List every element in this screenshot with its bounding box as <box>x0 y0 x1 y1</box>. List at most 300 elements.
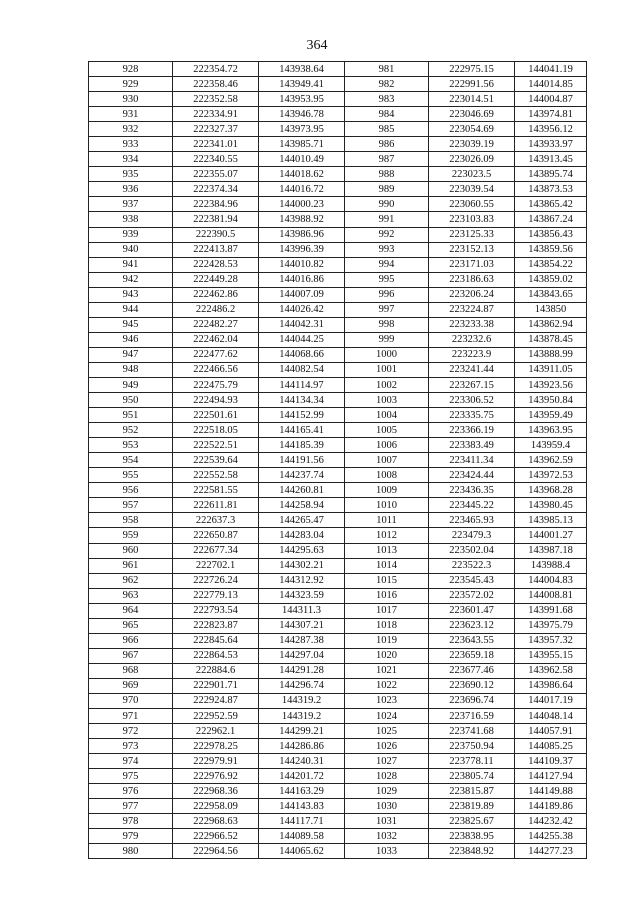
table-row <box>89 603 587 618</box>
y-coordinate-right: 143859.56 <box>515 242 587 257</box>
y-coordinate-left: 144018.62 <box>259 167 345 182</box>
point-number-right: 986 <box>345 137 429 152</box>
point-number-left: 952 <box>89 423 173 438</box>
x-coordinate-right: 223643.55 <box>429 633 515 648</box>
x-coordinate-left: 222677.34 <box>173 543 259 558</box>
point-number-left: 976 <box>89 784 173 799</box>
table-row <box>89 693 587 708</box>
x-coordinate-right: 223039.19 <box>429 137 515 152</box>
point-number-right: 1012 <box>345 528 429 543</box>
x-coordinate-left: 222884.6 <box>173 663 259 678</box>
x-coordinate-left: 222466.56 <box>173 362 259 377</box>
y-coordinate-right: 143895.74 <box>515 167 587 182</box>
point-number-left: 965 <box>89 618 173 633</box>
table-row <box>89 167 587 182</box>
point-number-left: 930 <box>89 92 173 107</box>
x-coordinate-left: 222823.87 <box>173 618 259 633</box>
point-number-right: 1007 <box>345 453 429 468</box>
y-coordinate-left: 144044.25 <box>259 332 345 347</box>
x-coordinate-left: 222462.86 <box>173 287 259 302</box>
x-coordinate-right: 223241.44 <box>429 362 515 377</box>
x-coordinate-right: 223424.44 <box>429 468 515 483</box>
y-coordinate-right: 144085.25 <box>515 739 587 754</box>
x-coordinate-right: 223023.5 <box>429 167 515 182</box>
point-number-left: 974 <box>89 754 173 769</box>
y-coordinate-left: 144010.82 <box>259 257 345 272</box>
y-coordinate-left: 143986.96 <box>259 227 345 242</box>
table-row <box>89 92 587 107</box>
table-row <box>89 212 587 227</box>
y-coordinate-left: 144311.3 <box>259 603 345 618</box>
point-number-left: 967 <box>89 648 173 663</box>
point-number-right: 1004 <box>345 408 429 423</box>
x-coordinate-left: 222958.09 <box>173 799 259 814</box>
y-coordinate-right: 144001.27 <box>515 528 587 543</box>
x-coordinate-right: 223233.38 <box>429 317 515 332</box>
table-row <box>89 347 587 362</box>
point-number-right: 1001 <box>345 362 429 377</box>
x-coordinate-left: 222924.87 <box>173 693 259 708</box>
y-coordinate-left: 143985.71 <box>259 137 345 152</box>
x-coordinate-left: 222334.91 <box>173 107 259 122</box>
x-coordinate-right: 223186.63 <box>429 272 515 287</box>
x-coordinate-left: 222845.64 <box>173 633 259 648</box>
x-coordinate-right: 223306.52 <box>429 393 515 408</box>
x-coordinate-left: 222539.64 <box>173 453 259 468</box>
table-row <box>89 62 587 77</box>
point-number-right: 987 <box>345 152 429 167</box>
y-coordinate-left: 144010.49 <box>259 152 345 167</box>
x-coordinate-left: 222964.56 <box>173 844 259 859</box>
y-coordinate-right: 143959.4 <box>515 438 587 453</box>
point-number-left: 972 <box>89 724 173 739</box>
y-coordinate-left: 144299.21 <box>259 724 345 739</box>
y-coordinate-left: 144307.21 <box>259 618 345 633</box>
y-coordinate-right: 143975.79 <box>515 618 587 633</box>
x-coordinate-right: 223267.15 <box>429 377 515 392</box>
table-row <box>89 107 587 122</box>
y-coordinate-left: 144312.92 <box>259 573 345 588</box>
point-number-left: 940 <box>89 242 173 257</box>
point-number-right: 1018 <box>345 618 429 633</box>
x-coordinate-left: 222413.87 <box>173 242 259 257</box>
x-coordinate-right: 223572.02 <box>429 588 515 603</box>
point-number-left: 978 <box>89 814 173 829</box>
point-number-right: 1000 <box>345 347 429 362</box>
x-coordinate-left: 222968.63 <box>173 814 259 829</box>
x-coordinate-right: 223152.13 <box>429 242 515 257</box>
point-number-right: 1002 <box>345 377 429 392</box>
y-coordinate-right: 144189.86 <box>515 799 587 814</box>
point-number-left: 949 <box>89 377 173 392</box>
y-coordinate-left: 144000.23 <box>259 197 345 212</box>
y-coordinate-left: 144287.38 <box>259 633 345 648</box>
point-number-right: 1008 <box>345 468 429 483</box>
y-coordinate-right: 143923.56 <box>515 377 587 392</box>
table-row <box>89 709 587 724</box>
point-number-left: 948 <box>89 362 173 377</box>
y-coordinate-right: 144017.19 <box>515 693 587 708</box>
y-coordinate-left: 144163.29 <box>259 784 345 799</box>
point-number-left: 961 <box>89 558 173 573</box>
y-coordinate-right: 143933.97 <box>515 137 587 152</box>
x-coordinate-left: 222968.36 <box>173 784 259 799</box>
x-coordinate-left: 222952.59 <box>173 709 259 724</box>
x-coordinate-right: 223696.74 <box>429 693 515 708</box>
table-row <box>89 558 587 573</box>
point-number-right: 1019 <box>345 633 429 648</box>
coordinates-table-body <box>89 62 587 859</box>
y-coordinate-left: 144185.39 <box>259 438 345 453</box>
point-number-right: 992 <box>345 227 429 242</box>
x-coordinate-left: 222501.61 <box>173 408 259 423</box>
y-coordinate-right: 144232.42 <box>515 814 587 829</box>
y-coordinate-left: 144042.31 <box>259 317 345 332</box>
point-number-left: 958 <box>89 513 173 528</box>
coordinates-table <box>88 61 587 859</box>
y-coordinate-left: 144165.41 <box>259 423 345 438</box>
point-number-right: 1017 <box>345 603 429 618</box>
y-coordinate-right: 143865.42 <box>515 197 587 212</box>
point-number-right: 1033 <box>345 844 429 859</box>
table-row <box>89 377 587 392</box>
y-coordinate-right: 143867.24 <box>515 212 587 227</box>
point-number-right: 1025 <box>345 724 429 739</box>
point-number-left: 959 <box>89 528 173 543</box>
y-coordinate-left: 144302.21 <box>259 558 345 573</box>
y-coordinate-right: 143980.45 <box>515 498 587 513</box>
point-number-right: 1027 <box>345 754 429 769</box>
y-coordinate-right: 144014.85 <box>515 77 587 92</box>
y-coordinate-left: 144191.56 <box>259 453 345 468</box>
x-coordinate-right: 223411.34 <box>429 453 515 468</box>
table-row <box>89 423 587 438</box>
point-number-left: 966 <box>89 633 173 648</box>
point-number-left: 950 <box>89 393 173 408</box>
point-number-left: 942 <box>89 272 173 287</box>
y-coordinate-right: 143974.81 <box>515 107 587 122</box>
point-number-right: 1013 <box>345 543 429 558</box>
point-number-right: 1010 <box>345 498 429 513</box>
point-number-right: 1026 <box>345 739 429 754</box>
y-coordinate-left: 144265.47 <box>259 513 345 528</box>
x-coordinate-right: 223741.68 <box>429 724 515 739</box>
x-coordinate-right: 222975.15 <box>429 62 515 77</box>
table-row <box>89 197 587 212</box>
point-number-left: 971 <box>89 709 173 724</box>
point-number-left: 975 <box>89 769 173 784</box>
y-coordinate-left: 144134.34 <box>259 393 345 408</box>
table-row <box>89 588 587 603</box>
y-coordinate-left: 144296.74 <box>259 678 345 693</box>
point-number-right: 1024 <box>345 709 429 724</box>
y-coordinate-right: 143985.13 <box>515 513 587 528</box>
x-coordinate-left: 222381.94 <box>173 212 259 227</box>
y-coordinate-left: 144286.86 <box>259 739 345 754</box>
x-coordinate-left: 222340.55 <box>173 152 259 167</box>
point-number-right: 1015 <box>345 573 429 588</box>
point-number-right: 999 <box>345 332 429 347</box>
point-number-left: 968 <box>89 663 173 678</box>
x-coordinate-right: 223623.12 <box>429 618 515 633</box>
x-coordinate-right: 223825.67 <box>429 814 515 829</box>
x-coordinate-left: 222611.81 <box>173 498 259 513</box>
point-number-left: 964 <box>89 603 173 618</box>
table-row <box>89 754 587 769</box>
table-row <box>89 332 587 347</box>
point-number-right: 1029 <box>345 784 429 799</box>
point-number-right: 988 <box>345 167 429 182</box>
point-number-left: 933 <box>89 137 173 152</box>
x-coordinate-right: 223716.59 <box>429 709 515 724</box>
point-number-right: 1014 <box>345 558 429 573</box>
table-row <box>89 483 587 498</box>
x-coordinate-right: 223659.18 <box>429 648 515 663</box>
y-coordinate-left: 143946.78 <box>259 107 345 122</box>
table-row <box>89 648 587 663</box>
x-coordinate-right: 223545.43 <box>429 573 515 588</box>
x-coordinate-left: 222637.3 <box>173 513 259 528</box>
point-number-right: 1032 <box>345 829 429 844</box>
table-row <box>89 272 587 287</box>
point-number-left: 969 <box>89 678 173 693</box>
table-row <box>89 393 587 408</box>
x-coordinate-right: 223232.6 <box>429 332 515 347</box>
point-number-left: 956 <box>89 483 173 498</box>
x-coordinate-left: 222355.07 <box>173 167 259 182</box>
y-coordinate-left: 144007.09 <box>259 287 345 302</box>
table-row <box>89 663 587 678</box>
x-coordinate-right: 223125.33 <box>429 227 515 242</box>
y-coordinate-left: 143973.95 <box>259 122 345 137</box>
point-number-left: 931 <box>89 107 173 122</box>
y-coordinate-left: 144016.86 <box>259 272 345 287</box>
point-number-left: 957 <box>89 498 173 513</box>
point-number-left: 951 <box>89 408 173 423</box>
point-number-left: 928 <box>89 62 173 77</box>
y-coordinate-right: 144004.83 <box>515 573 587 588</box>
y-coordinate-left: 144319.2 <box>259 709 345 724</box>
y-coordinate-left: 143988.92 <box>259 212 345 227</box>
point-number-right: 996 <box>345 287 429 302</box>
y-coordinate-left: 144143.83 <box>259 799 345 814</box>
point-number-right: 1031 <box>345 814 429 829</box>
y-coordinate-left: 144026.42 <box>259 302 345 317</box>
y-coordinate-right: 144277.23 <box>515 844 587 859</box>
x-coordinate-right: 223778.11 <box>429 754 515 769</box>
point-number-left: 954 <box>89 453 173 468</box>
y-coordinate-right: 144109.37 <box>515 754 587 769</box>
y-coordinate-right: 143962.58 <box>515 663 587 678</box>
x-coordinate-right: 223479.3 <box>429 528 515 543</box>
table-row <box>89 408 587 423</box>
table-row <box>89 77 587 92</box>
x-coordinate-right: 223819.89 <box>429 799 515 814</box>
point-number-right: 1009 <box>345 483 429 498</box>
y-coordinate-left: 144114.97 <box>259 377 345 392</box>
point-number-left: 935 <box>89 167 173 182</box>
point-number-left: 960 <box>89 543 173 558</box>
point-number-right: 983 <box>345 92 429 107</box>
x-coordinate-left: 222384.96 <box>173 197 259 212</box>
point-number-left: 945 <box>89 317 173 332</box>
y-coordinate-right: 144127.94 <box>515 769 587 784</box>
x-coordinate-left: 222650.87 <box>173 528 259 543</box>
y-coordinate-right: 143987.18 <box>515 543 587 558</box>
y-coordinate-left: 144295.63 <box>259 543 345 558</box>
point-number-left: 939 <box>89 227 173 242</box>
table-row <box>89 122 587 137</box>
y-coordinate-left: 144258.94 <box>259 498 345 513</box>
point-number-right: 1022 <box>345 678 429 693</box>
table-row <box>89 844 587 859</box>
x-coordinate-right: 223026.09 <box>429 152 515 167</box>
x-coordinate-right: 223815.87 <box>429 784 515 799</box>
point-number-right: 998 <box>345 317 429 332</box>
y-coordinate-right: 143972.53 <box>515 468 587 483</box>
point-number-right: 1023 <box>345 693 429 708</box>
x-coordinate-right: 223206.24 <box>429 287 515 302</box>
y-coordinate-left: 144016.72 <box>259 182 345 197</box>
x-coordinate-right: 223465.93 <box>429 513 515 528</box>
x-coordinate-left: 222428.53 <box>173 257 259 272</box>
point-number-left: 944 <box>89 302 173 317</box>
x-coordinate-left: 222793.54 <box>173 603 259 618</box>
point-number-left: 941 <box>89 257 173 272</box>
y-coordinate-right: 144255.38 <box>515 829 587 844</box>
x-coordinate-right: 223805.74 <box>429 769 515 784</box>
x-coordinate-right: 223522.3 <box>429 558 515 573</box>
point-number-right: 991 <box>345 212 429 227</box>
point-number-right: 1021 <box>345 663 429 678</box>
point-number-left: 980 <box>89 844 173 859</box>
table-row <box>89 513 587 528</box>
x-coordinate-left: 222354.72 <box>173 62 259 77</box>
y-coordinate-right: 143968.28 <box>515 483 587 498</box>
x-coordinate-right: 223750.94 <box>429 739 515 754</box>
x-coordinate-left: 222358.46 <box>173 77 259 92</box>
x-coordinate-right: 223223.9 <box>429 347 515 362</box>
table-row <box>89 302 587 317</box>
table-row <box>89 799 587 814</box>
table-row <box>89 543 587 558</box>
y-coordinate-left: 144260.81 <box>259 483 345 498</box>
x-coordinate-left: 222390.5 <box>173 227 259 242</box>
x-coordinate-left: 222341.01 <box>173 137 259 152</box>
y-coordinate-right: 143911.05 <box>515 362 587 377</box>
point-number-left: 979 <box>89 829 173 844</box>
point-number-right: 997 <box>345 302 429 317</box>
x-coordinate-right: 223014.51 <box>429 92 515 107</box>
table-row <box>89 317 587 332</box>
table-row <box>89 769 587 784</box>
x-coordinate-left: 222475.79 <box>173 377 259 392</box>
y-coordinate-left: 144082.54 <box>259 362 345 377</box>
y-coordinate-left: 144201.72 <box>259 769 345 784</box>
y-coordinate-left: 144117.71 <box>259 814 345 829</box>
y-coordinate-left: 144065.62 <box>259 844 345 859</box>
point-number-left: 953 <box>89 438 173 453</box>
x-coordinate-right: 223224.87 <box>429 302 515 317</box>
y-coordinate-right: 143991.68 <box>515 603 587 618</box>
point-number-right: 1006 <box>345 438 429 453</box>
table-row <box>89 573 587 588</box>
y-coordinate-left: 144240.31 <box>259 754 345 769</box>
y-coordinate-left: 144323.59 <box>259 588 345 603</box>
y-coordinate-left: 144152.99 <box>259 408 345 423</box>
y-coordinate-left: 144319.2 <box>259 693 345 708</box>
x-coordinate-left: 222779.13 <box>173 588 259 603</box>
point-number-left: 973 <box>89 739 173 754</box>
x-coordinate-left: 222901.71 <box>173 678 259 693</box>
table-row <box>89 633 587 648</box>
y-coordinate-right: 143963.95 <box>515 423 587 438</box>
table-row <box>89 468 587 483</box>
point-number-right: 994 <box>345 257 429 272</box>
y-coordinate-right: 143913.45 <box>515 152 587 167</box>
y-coordinate-left: 143996.39 <box>259 242 345 257</box>
point-number-left: 946 <box>89 332 173 347</box>
point-number-left: 947 <box>89 347 173 362</box>
table-row <box>89 528 587 543</box>
y-coordinate-right: 143962.59 <box>515 453 587 468</box>
y-coordinate-right: 143873.53 <box>515 182 587 197</box>
point-number-right: 1011 <box>345 513 429 528</box>
x-coordinate-right: 223848.92 <box>429 844 515 859</box>
y-coordinate-right: 143959.49 <box>515 408 587 423</box>
point-number-right: 1005 <box>345 423 429 438</box>
point-number-left: 963 <box>89 588 173 603</box>
point-number-left: 962 <box>89 573 173 588</box>
x-coordinate-right: 223366.19 <box>429 423 515 438</box>
x-coordinate-left: 222462.04 <box>173 332 259 347</box>
point-number-right: 1030 <box>345 799 429 814</box>
point-number-right: 993 <box>345 242 429 257</box>
table-row <box>89 784 587 799</box>
point-number-right: 1016 <box>345 588 429 603</box>
x-coordinate-left: 222552.58 <box>173 468 259 483</box>
y-coordinate-right: 144041.19 <box>515 62 587 77</box>
x-coordinate-right: 223838.95 <box>429 829 515 844</box>
point-number-left: 977 <box>89 799 173 814</box>
x-coordinate-right: 223046.69 <box>429 107 515 122</box>
x-coordinate-left: 222518.05 <box>173 423 259 438</box>
y-coordinate-left: 144237.74 <box>259 468 345 483</box>
x-coordinate-left: 222374.34 <box>173 182 259 197</box>
table-row <box>89 287 587 302</box>
x-coordinate-left: 222449.28 <box>173 272 259 287</box>
point-number-left: 970 <box>89 693 173 708</box>
x-coordinate-left: 222486.2 <box>173 302 259 317</box>
x-coordinate-left: 222864.53 <box>173 648 259 663</box>
table-row <box>89 739 587 754</box>
point-number-right: 995 <box>345 272 429 287</box>
y-coordinate-right: 143854.22 <box>515 257 587 272</box>
point-number-left: 943 <box>89 287 173 302</box>
x-coordinate-right: 223445.22 <box>429 498 515 513</box>
y-coordinate-left: 143953.95 <box>259 92 345 107</box>
table-row <box>89 453 587 468</box>
y-coordinate-right: 143878.45 <box>515 332 587 347</box>
x-coordinate-left: 222327.37 <box>173 122 259 137</box>
y-coordinate-left: 143949.41 <box>259 77 345 92</box>
y-coordinate-right: 143955.15 <box>515 648 587 663</box>
x-coordinate-right: 223677.46 <box>429 663 515 678</box>
point-number-left: 936 <box>89 182 173 197</box>
table-row <box>89 182 587 197</box>
table-row <box>89 678 587 693</box>
table-row <box>89 829 587 844</box>
